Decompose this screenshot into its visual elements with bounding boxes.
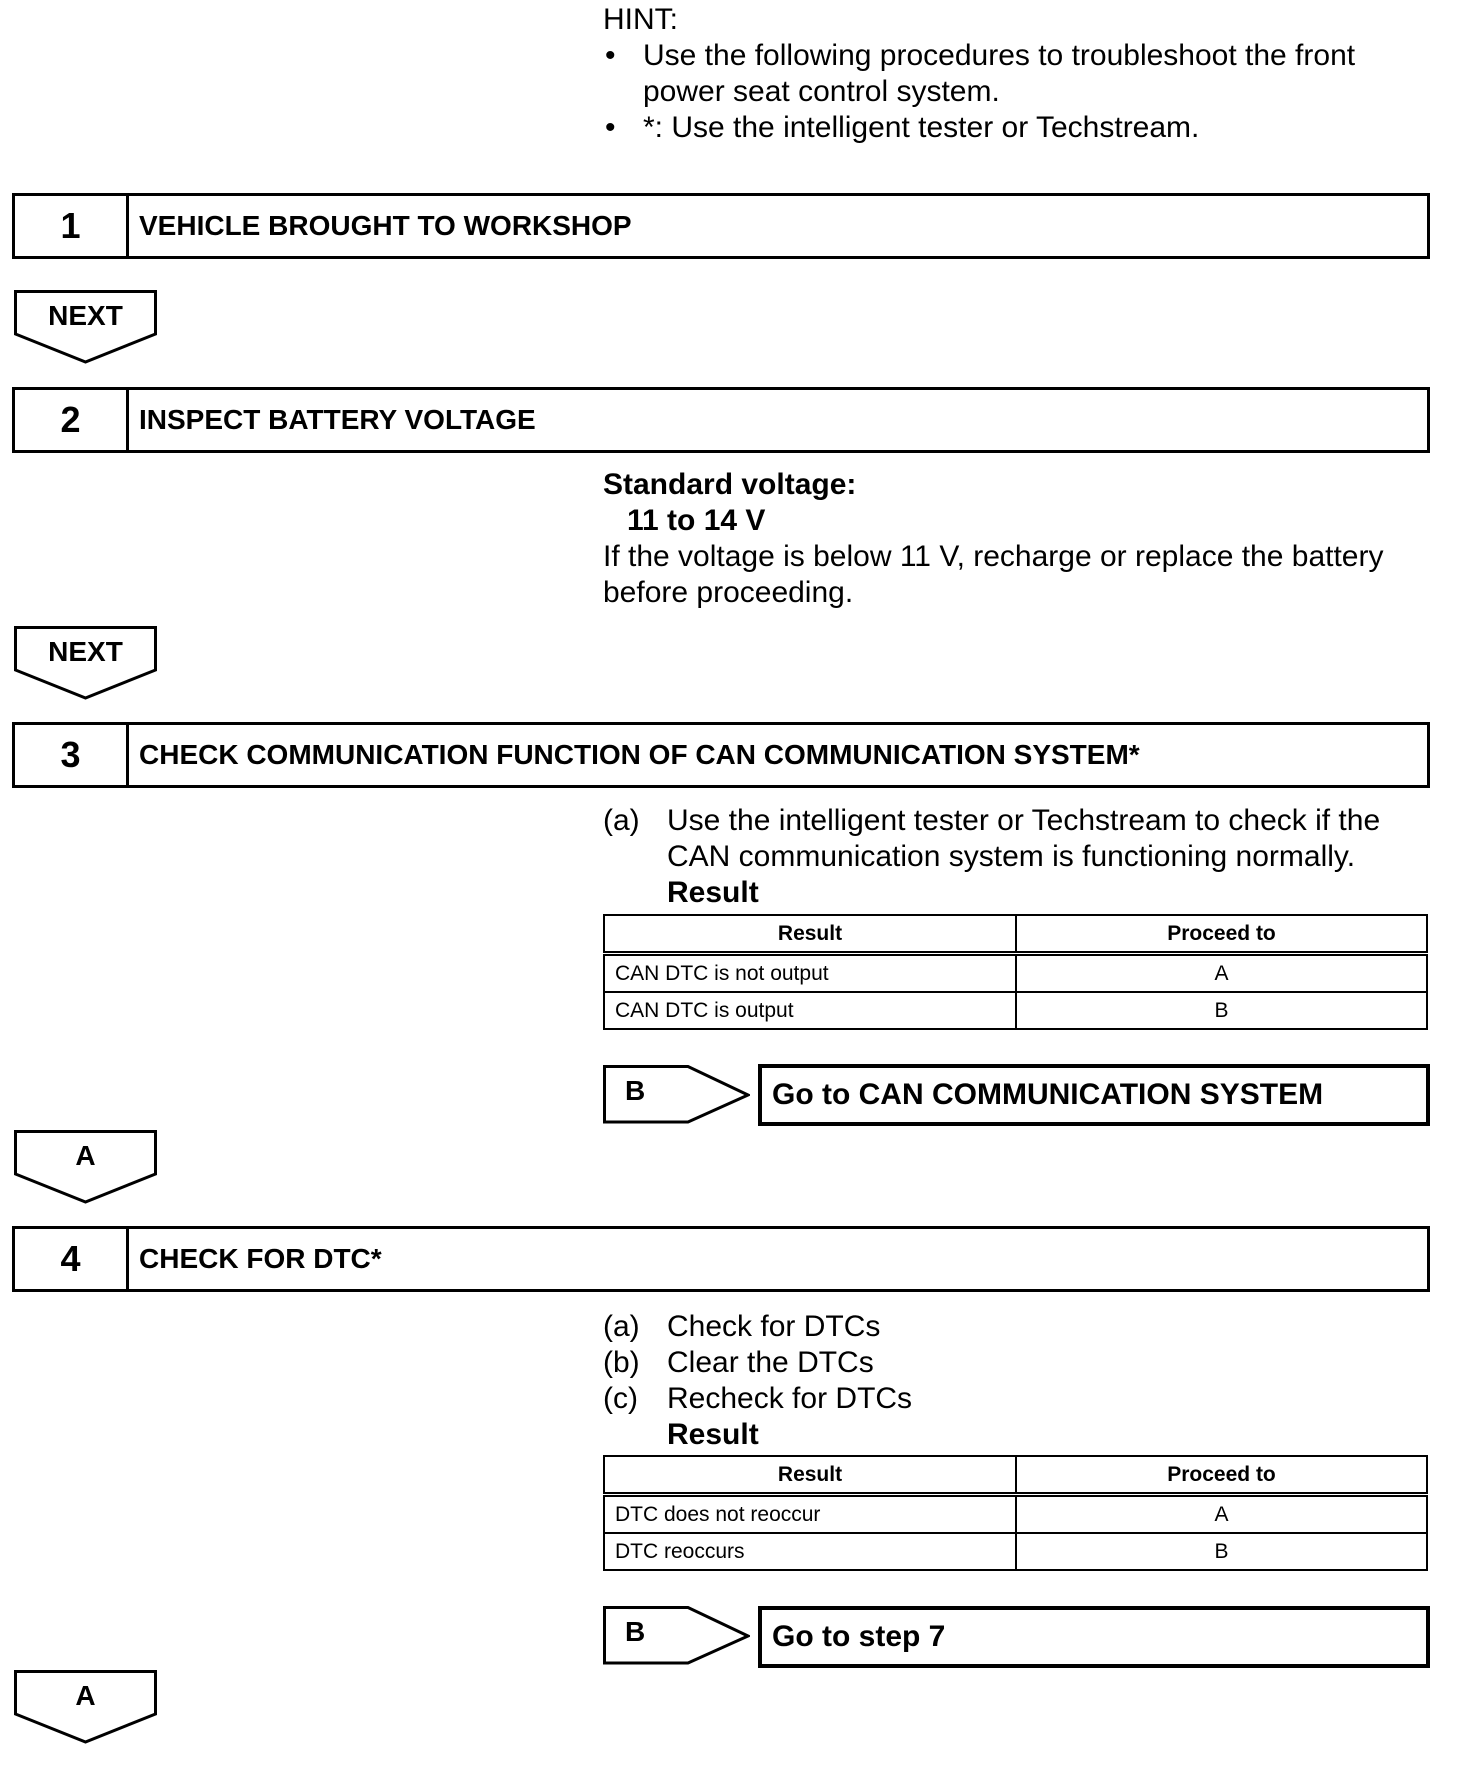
branch-a-arrow[interactable] <box>14 1670 157 1744</box>
instruction-label: (c) <box>603 1382 638 1415</box>
spec-note: If the voltage is below 11 V, recharge or replace the battery before proceeding. <box>603 540 1384 609</box>
table-cell: A <box>1016 954 1427 993</box>
table-cell: DTC does not reoccur <box>604 1495 1016 1534</box>
table-row <box>604 1495 1427 1534</box>
step-1-header <box>12 193 1430 259</box>
step-title: INSPECT BATTERY VOLTAGE <box>139 404 536 435</box>
table-header-row <box>604 915 1427 954</box>
step-number: 1 <box>15 196 129 256</box>
step-2-body <box>603 467 1433 611</box>
hint-item: • *: Use the intelligent tester or Techstream. <box>603 110 1433 146</box>
table-header: Result <box>604 1456 1016 1495</box>
branch-label: B <box>625 1075 646 1106</box>
result-heading: Result <box>667 1418 759 1451</box>
branch-label: A <box>75 1140 96 1171</box>
instruction-item <box>603 1345 1433 1381</box>
instruction-label: (b) <box>603 1346 640 1379</box>
table-cell: DTC reoccurs <box>604 1533 1016 1570</box>
step-3-body <box>603 803 1433 911</box>
instruction-text: Use the intelligent tester or Techstream to check if the CAN communication system is functioning normally. <box>667 804 1381 873</box>
result-table <box>603 914 1428 1030</box>
branch-label: B <box>625 1616 646 1647</box>
table-cell: B <box>1016 992 1427 1029</box>
step-4-header <box>12 1226 1430 1292</box>
table-row <box>604 1533 1427 1570</box>
step-title: CHECK FOR DTC* <box>139 1243 382 1274</box>
branch-a-arrow[interactable] <box>14 1130 157 1204</box>
next-label: NEXT <box>48 300 123 331</box>
instruction-item <box>603 803 1433 875</box>
table-header: Proceed to <box>1016 1456 1427 1495</box>
step-title: CHECK COMMUNICATION FUNCTION OF CAN COMMUNICATION SYSTEM* <box>139 739 1140 770</box>
step-2-header <box>12 387 1430 453</box>
table-header: Result <box>604 915 1016 954</box>
table-cell: CAN DTC is not output <box>604 954 1016 993</box>
step-number: 4 <box>15 1229 129 1289</box>
instruction-item <box>603 1309 1433 1345</box>
instruction-text: Check for DTCs <box>667 1310 881 1343</box>
step-3-header <box>12 722 1430 788</box>
spec-value: 11 to 14 V <box>627 504 766 537</box>
table-header: Proceed to <box>1016 915 1427 954</box>
hint-section <box>603 2 1433 146</box>
spec-label: Standard voltage: <box>603 468 857 501</box>
table-cell: B <box>1016 1533 1427 1570</box>
table-cell: CAN DTC is output <box>604 992 1016 1029</box>
goto-box[interactable]: Go to step 7 <box>758 1606 1430 1668</box>
table-row <box>604 954 1427 993</box>
hint-item: • Use the following procedures to troubleshoot the front power seat control system. <box>603 38 1433 110</box>
instruction-label: (a) <box>603 1310 640 1343</box>
table-header-row <box>604 1456 1427 1495</box>
instruction-text: Clear the DTCs <box>667 1346 874 1379</box>
table-row <box>604 992 1427 1029</box>
next-arrow[interactable] <box>14 290 157 364</box>
branch-b-arrow[interactable] <box>603 1065 750 1125</box>
step-number: 3 <box>15 725 129 785</box>
result-table <box>603 1455 1428 1571</box>
step-4-body <box>603 1309 1433 1453</box>
instruction-item <box>603 1381 1433 1417</box>
instruction-text: Recheck for DTCs <box>667 1382 913 1415</box>
step-number: 2 <box>15 390 129 450</box>
next-arrow[interactable] <box>14 626 157 700</box>
next-label: NEXT <box>48 636 123 667</box>
branch-b-arrow[interactable] <box>603 1606 750 1666</box>
goto-box[interactable]: Go to CAN COMMUNICATION SYSTEM <box>758 1064 1430 1126</box>
result-heading: Result <box>667 876 759 909</box>
branch-label: A <box>75 1680 96 1711</box>
instruction-label: (a) <box>603 804 640 837</box>
hint-label: HINT: <box>603 3 678 36</box>
table-cell: A <box>1016 1495 1427 1534</box>
step-title: VEHICLE BROUGHT TO WORKSHOP <box>139 210 632 241</box>
